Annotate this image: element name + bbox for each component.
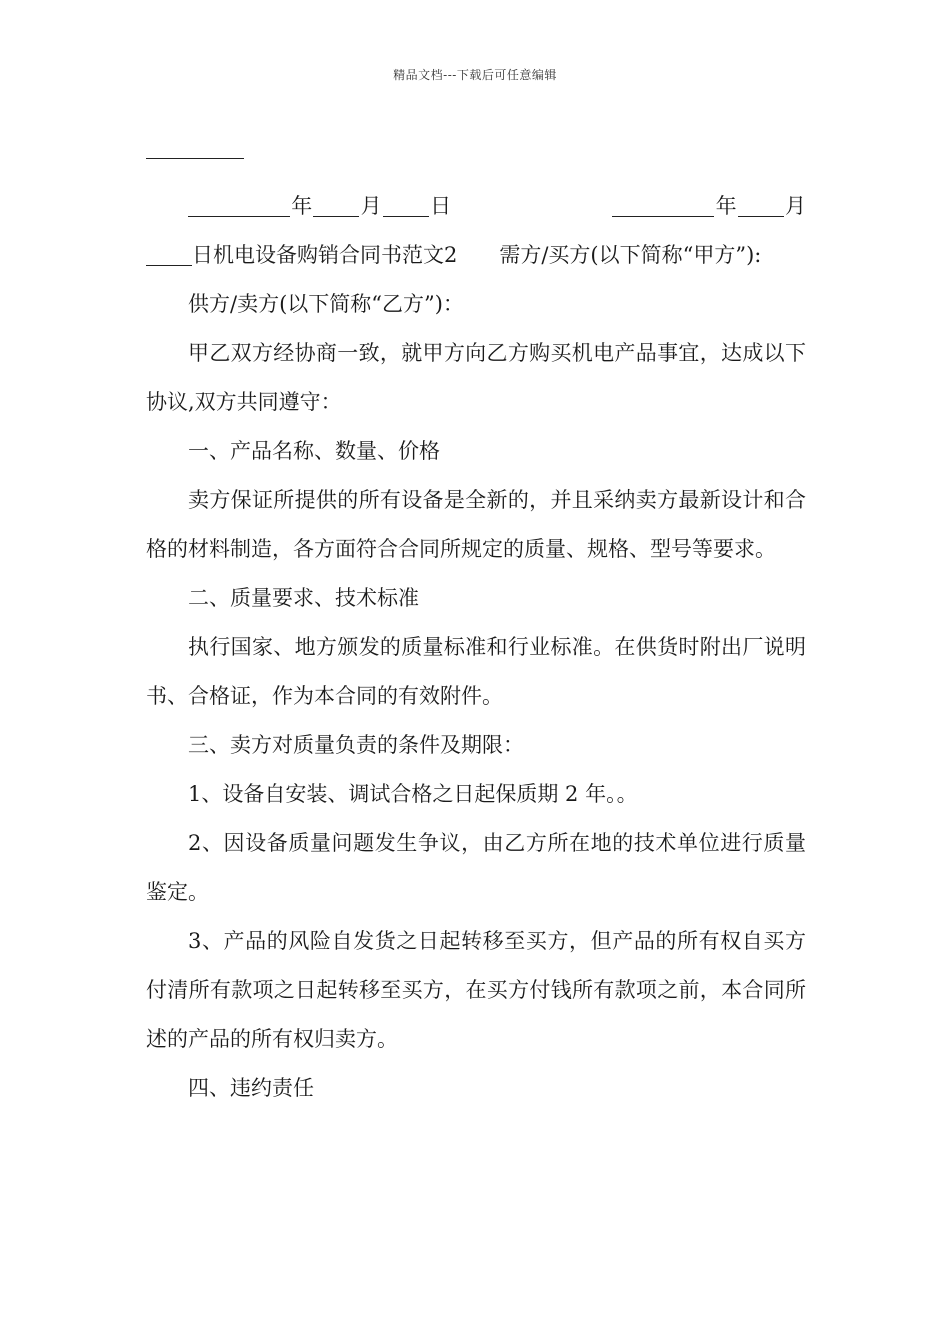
page-header: 精品文档---下载后可任意编辑	[393, 68, 557, 82]
paragraph-seller: 供方/卖方(以下简称“乙方”)：	[188, 292, 464, 316]
day-label-1: 日	[428, 194, 453, 218]
paragraph-warranty-new: 卖方保证所提供的所有设备是全新的，并且采纳卖方最新设计和合格的材料制造，各方面符合合同所规定的质量、规格、型号等要求。	[146, 488, 806, 561]
signature-blank-line	[146, 158, 244, 159]
title-and-buyer: 日机电设备购销合同书范文2 需方/买方(以下简称“甲方”):	[192, 243, 762, 267]
year-label-2: 年	[714, 194, 738, 218]
clause-1: 1、设备自安装、调试合格之日起保质期 2 年。。	[188, 782, 638, 806]
clause-3: 3、产品的风险自发货之日起转移至买方，但产品的所有权自买方付清所有款项之日起转移至买方，在买方付钱所有款项之前，本合同所述的产品的所有权归卖方。	[146, 929, 806, 1051]
blank-month-2	[738, 194, 784, 217]
year-label-1: 年	[290, 194, 314, 218]
section-heading-1: 一、产品名称、数量、价格	[188, 439, 440, 463]
month-label-1: 月	[359, 194, 383, 218]
blank-day-2b	[158, 243, 192, 266]
blank-month-1	[313, 194, 359, 217]
section-heading-3: 三、卖方对质量负责的条件及期限：	[188, 733, 524, 757]
contract-body	[146, 182, 806, 1113]
blank-day-1	[383, 194, 429, 217]
section-heading-2: 二、质量要求、技术标准	[188, 586, 419, 610]
blank-year-2	[612, 194, 714, 217]
blank-day-2a	[146, 243, 158, 266]
clause-2: 2、因设备质量问题发生争议，由乙方所在地的技术单位进行质量鉴定。	[146, 831, 806, 904]
date-line	[146, 182, 806, 280]
blank-year-1	[188, 194, 290, 217]
paragraph-standards: 执行国家、地方颁发的质量标准和行业标准。在供货时附出厂说明书、合格证，作为本合同的有效附件。	[146, 635, 806, 708]
paragraph-agreement: 甲乙双方经协商一致，就甲方向乙方购买机电产品事宜，达成以下协议,双方共同遵守：	[146, 341, 806, 414]
month-label-2: 月	[783, 194, 807, 218]
section-heading-4: 四、违约责任	[188, 1076, 314, 1100]
